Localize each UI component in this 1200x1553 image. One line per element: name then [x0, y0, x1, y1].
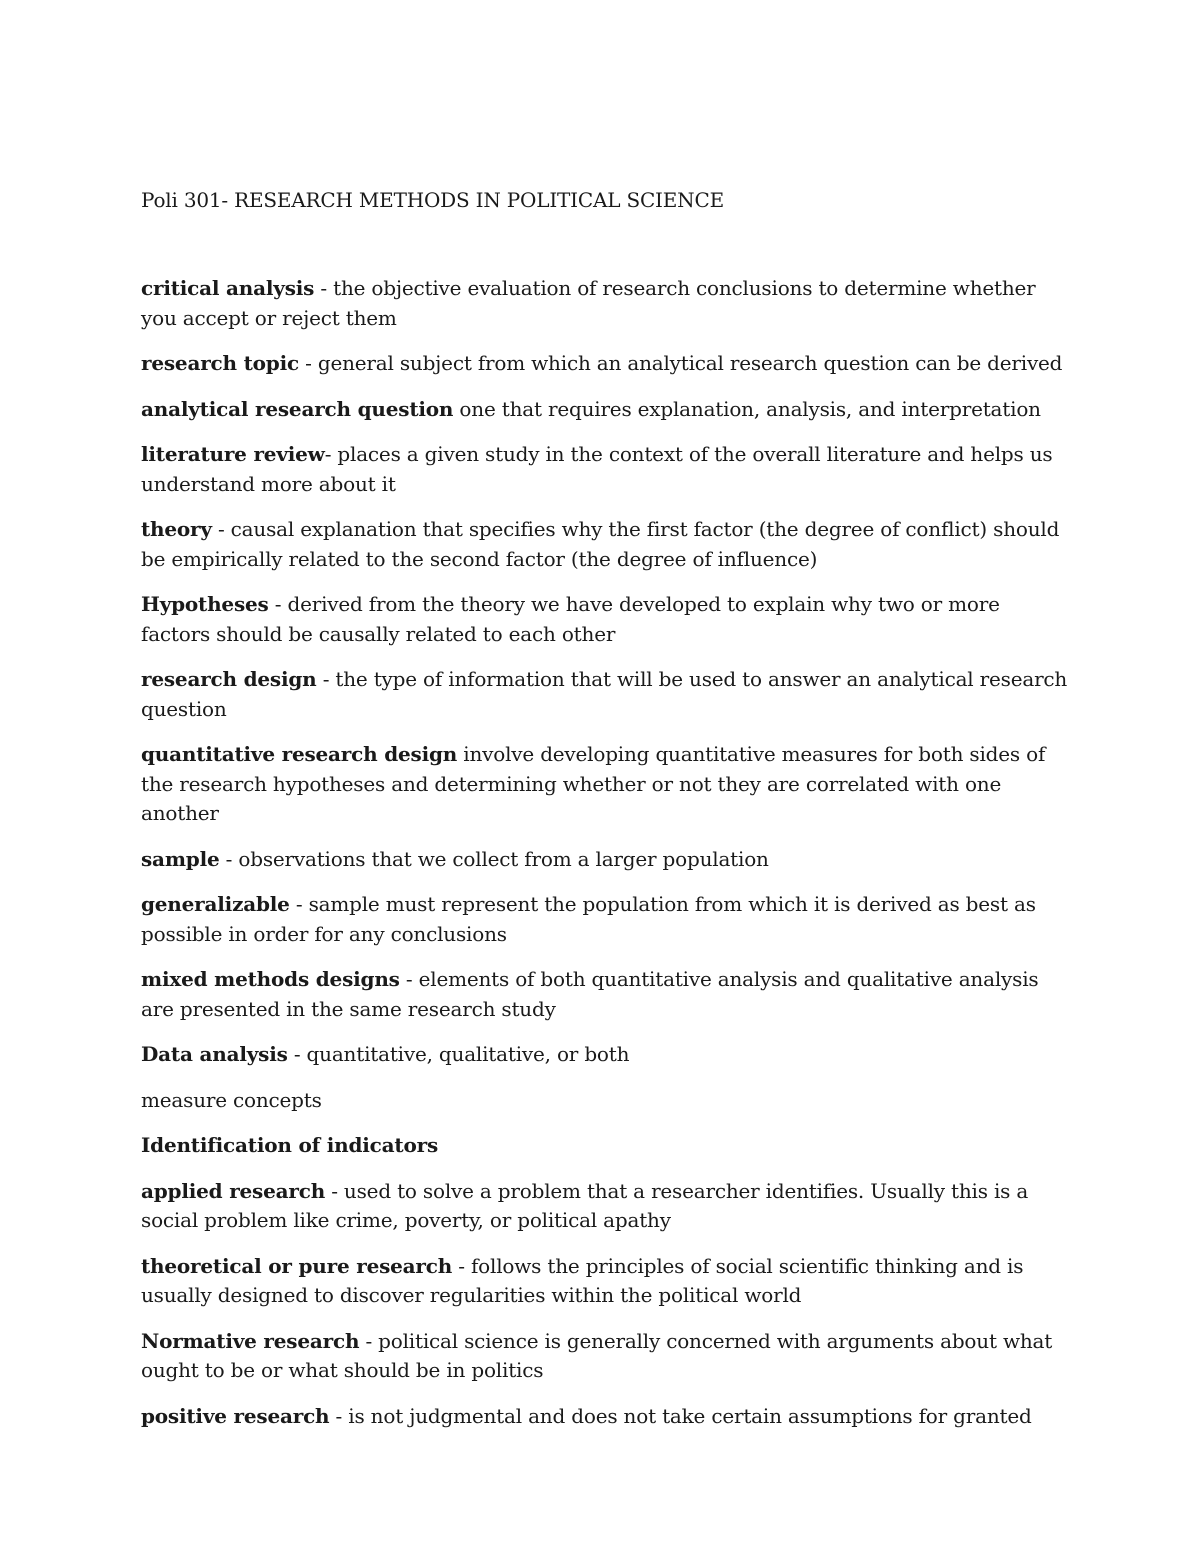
entry-term: Normative research	[141, 1328, 360, 1353]
glossary-entry	[141, 965, 1071, 1024]
entry-term: analytical research question	[141, 396, 454, 421]
entry-term: sample	[141, 846, 220, 871]
entry-term: Identification of indicators	[141, 1133, 438, 1157]
entry-definition: - places a given study in the context of the overall literature and helps us understand more about it	[141, 442, 1053, 496]
entry-definition: involve developing quantitative measures for both sides of the research hypotheses and determining whether or not they are correlated with one another	[141, 742, 1046, 825]
glossary-entry	[141, 1040, 1071, 1070]
entry-definition: - general subject from which an analytical research question can be derived	[298, 351, 1063, 375]
glossary-entries	[141, 274, 1071, 1447]
entry-term: literature review	[141, 442, 325, 466]
entry-definition: one that requires explanation, analysis, and interpretation	[453, 396, 1041, 421]
entry-definition: - the type of information that will be used to answer an analytical research question	[141, 667, 1068, 721]
entry-term: quantitative research design	[141, 742, 458, 766]
entry-term: theoretical or pure research	[141, 1253, 453, 1278]
entry-definition: - is not judgmental and does not take certain assumptions for granted	[329, 1403, 1032, 1428]
glossary-entry	[141, 440, 1071, 499]
glossary-entry	[141, 515, 1071, 574]
glossary-entry	[141, 1402, 1071, 1432]
entry-definition: - causal explanation that specifies why the first factor (the degree of conflict) should be empirically related to the second factor (the degree of influence)	[141, 517, 1060, 571]
entry-definition: - sample must represent the population from which it is derived as best as possible in order for any conclusions	[141, 892, 1036, 946]
entry-definition: - follows the principles of social scientific thinking and is usually designed to discover regularities within the political world	[141, 1253, 1024, 1307]
glossary-entry	[141, 1327, 1071, 1386]
entry-term: research topic	[141, 351, 299, 375]
glossary-entry	[141, 1131, 1071, 1161]
glossary-entry	[141, 590, 1071, 649]
glossary-entry	[141, 890, 1071, 949]
entry-term: critical analysis	[141, 276, 315, 300]
document-title: Poli 301- RESEARCH METHODS IN POLITICAL SCIENCE	[141, 188, 724, 212]
entry-definition: - quantitative, qualitative, or both	[287, 1042, 630, 1066]
glossary-entry	[141, 395, 1071, 425]
glossary-entry	[141, 1252, 1071, 1311]
entry-definition: measure concepts	[141, 1087, 322, 1112]
entry-definition: - the objective evaluation of research conclusions to determine whether you accept or reject them	[141, 276, 1036, 330]
glossary-entry	[141, 740, 1071, 829]
entry-term: theory	[141, 517, 212, 541]
entry-term: Data analysis	[141, 1042, 288, 1066]
glossary-entry	[141, 1086, 1071, 1116]
entry-definition: - observations that we collect from a larger population	[219, 846, 769, 871]
entry-term: Hypotheses	[141, 592, 269, 616]
entry-definition: - used to solve a problem that a researcher identifies. Usually this is a social problem like crime, poverty, or political apathy	[141, 1178, 1029, 1232]
glossary-entry	[141, 349, 1071, 379]
entry-definition: - elements of both quantitative analysis and qualitative analysis are presented in the same research study	[141, 967, 1039, 1021]
entry-term: mixed methods designs	[141, 967, 400, 991]
glossary-entry	[141, 274, 1071, 333]
glossary-entry	[141, 845, 1071, 875]
entry-term: applied research	[141, 1178, 326, 1203]
glossary-entry	[141, 1177, 1071, 1236]
glossary-entry	[141, 665, 1071, 724]
entry-term: positive research	[141, 1403, 330, 1428]
entry-definition: - derived from the theory we have developed to explain why two or more factors should be causally related to each other	[141, 592, 1000, 646]
entry-term: research design	[141, 667, 317, 691]
entry-definition: - political science is generally concerned with arguments about what ought to be or what should be in politics	[141, 1328, 1053, 1382]
entry-term: generalizable	[141, 892, 290, 916]
